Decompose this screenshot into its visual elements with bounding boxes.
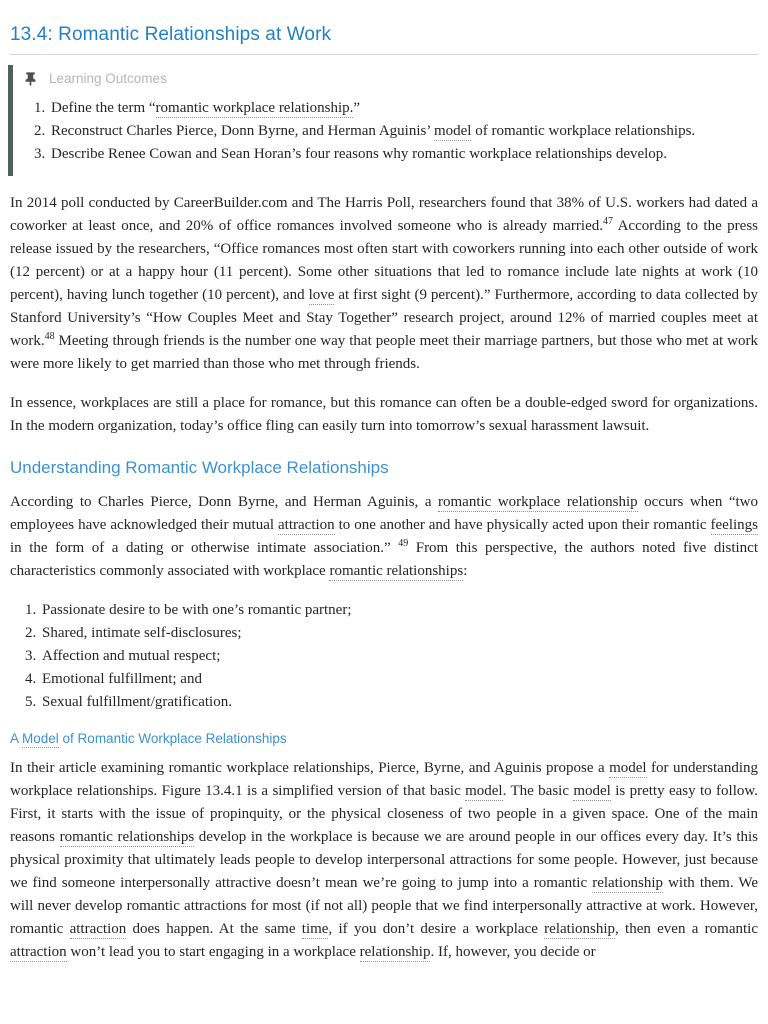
section-heading-understanding: Understanding Romantic Workplace Relationships <box>10 458 389 477</box>
glossary-term[interactable]: romantic relationships <box>59 829 195 845</box>
title-divider <box>10 54 758 55</box>
paragraph-model-explanation: In their article examining romantic workplace relationships, Pierce, Byrne, and Aguinis propose a model for understanding workplace relationships. Figure 13.4.1 is a simplified version of that basic model. The basic model is pretty easy to follow. First, it starts with the issue of propinquity, or the physical closeness of two people in a given space. One of the main reasons romantic relationships develop in the workplace is because we are around people in our offices every day. It’s this physical proximity that ultimately leads people to develop interpersonal attractions for some people. However, just because we find someone interpersonally attractive doesn’t mean we’re going to jump into a romantic relationship with them. We will never develop romantic attractions for most (if not all) people that we find interpersonally attractive at work. However, romantic attraction does happen. At the same time, if you don’t desire a workplace relationship, then even a romantic attraction won’t lead you to start engaging in a workplace relationship. If, however, you decide or <box>10 760 759 960</box>
learning-outcome-item: 2. Reconstruct Charles Pierce, Donn Byrne, and Herman Aguinis’ model of romantic workplace relationships. <box>49 120 758 143</box>
paragraph-double-edged-sword: In essence, workplaces are still a place for romance, but this romance can often be a double-edged sword for organizations. In the modern organization, today’s office fling can easily turn into tomorrow’s sexual harassment lawsuit. <box>10 395 758 434</box>
glossary-term[interactable]: model <box>609 760 647 776</box>
learning-outcome-item: 3. Describe Renee Cowan and Sean Horan’s four reasons why romantic workplace relationships develop. <box>49 143 758 166</box>
characteristic-item: 3. Affection and mutual respect; <box>40 645 758 668</box>
glossary-term[interactable]: love <box>308 287 335 303</box>
characteristic-item: 5. Sexual fulfillment/gratification. <box>40 691 758 714</box>
paragraph-poll-statistics: In 2014 poll conducted by CareerBuilder.com and The Harris Poll, researchers found that 38% of U.S. workers had dated a coworker at least once, and 20% of office romances involved someone who is already married.$^{47}$ According to the press release issued by the researchers, “Office romances most often start with coworkers running into each other outside of work (12 percent) or at a happy hour (11 percent). Some other situations that led to romance include late nights at work (10 percent), having lunch together (10 percent), and love at first sight (9 percent).” Furthermore, according to data collected by Stanford University’s “How Couples Meet and Stay Together” research project, around 12% of married couples meet at work.$^{48}$ Meeting through friends is the number one way that people meet their marriage partners, but those who met at work were more likely to get married than those who met through friends. <box>10 195 758 372</box>
learning-outcome-item: 1. Define the term “romantic workplace relationship.” <box>49 97 758 120</box>
pushpin-icon <box>23 71 38 86</box>
glossary-term[interactable]: model <box>573 783 611 799</box>
characteristic-item: 4. Emotional fulfillment; and <box>40 668 758 691</box>
glossary-term[interactable]: time <box>301 921 329 937</box>
subsection-heading-model: A Model of Romantic Workplace Relationships <box>10 731 287 746</box>
footnote-reference[interactable]: 47 <box>602 216 613 227</box>
glossary-term[interactable]: relationship <box>359 944 431 960</box>
glossary-term[interactable]: romantic relationships <box>329 563 464 579</box>
glossary-term[interactable]: feelings <box>710 517 758 533</box>
characteristic-item: 1. Passionate desire to be with one’s romantic partner; <box>40 599 758 622</box>
glossary-term[interactable]: Model <box>22 731 59 746</box>
glossary-term[interactable]: romantic workplace relationship <box>438 494 638 510</box>
glossary-term[interactable]: model <box>465 783 503 799</box>
learning-outcomes-box <box>8 65 758 176</box>
characteristics-list <box>10 599 758 714</box>
footnote-reference[interactable]: 49 <box>398 538 409 549</box>
learning-outcomes-header <box>19 69 758 88</box>
glossary-term[interactable]: attraction <box>278 517 335 533</box>
learning-outcomes-list <box>19 97 758 166</box>
glossary-term[interactable]: attraction <box>69 921 127 937</box>
footnote-reference[interactable]: 48 <box>44 331 55 342</box>
glossary-term[interactable]: model <box>433 123 472 139</box>
page-title: 13.4: Romantic Relationships at Work <box>10 24 332 45</box>
glossary-term[interactable]: attraction <box>10 944 67 960</box>
glossary-term[interactable]: relationship <box>592 875 664 891</box>
characteristic-item: 2. Shared, intimate self-disclosures; <box>40 622 758 645</box>
glossary-term[interactable]: romantic workplace relationship. <box>155 100 354 116</box>
glossary-term[interactable]: relationship <box>544 921 615 937</box>
paragraph-definition: According to Charles Pierce, Donn Byrne, and Herman Aguinis, a romantic workplace relationship occurs when “two employees have acknowledged their mutual attraction to one another and have physically acted upon their romantic feelings in the form of a dating or otherwise intimate association.” $^{49}$ From this perspective, the authors noted five distinct characteristics commonly associated with workplace romantic relationships: <box>10 494 758 579</box>
learning-outcomes-label: Learning Outcomes <box>49 71 167 86</box>
